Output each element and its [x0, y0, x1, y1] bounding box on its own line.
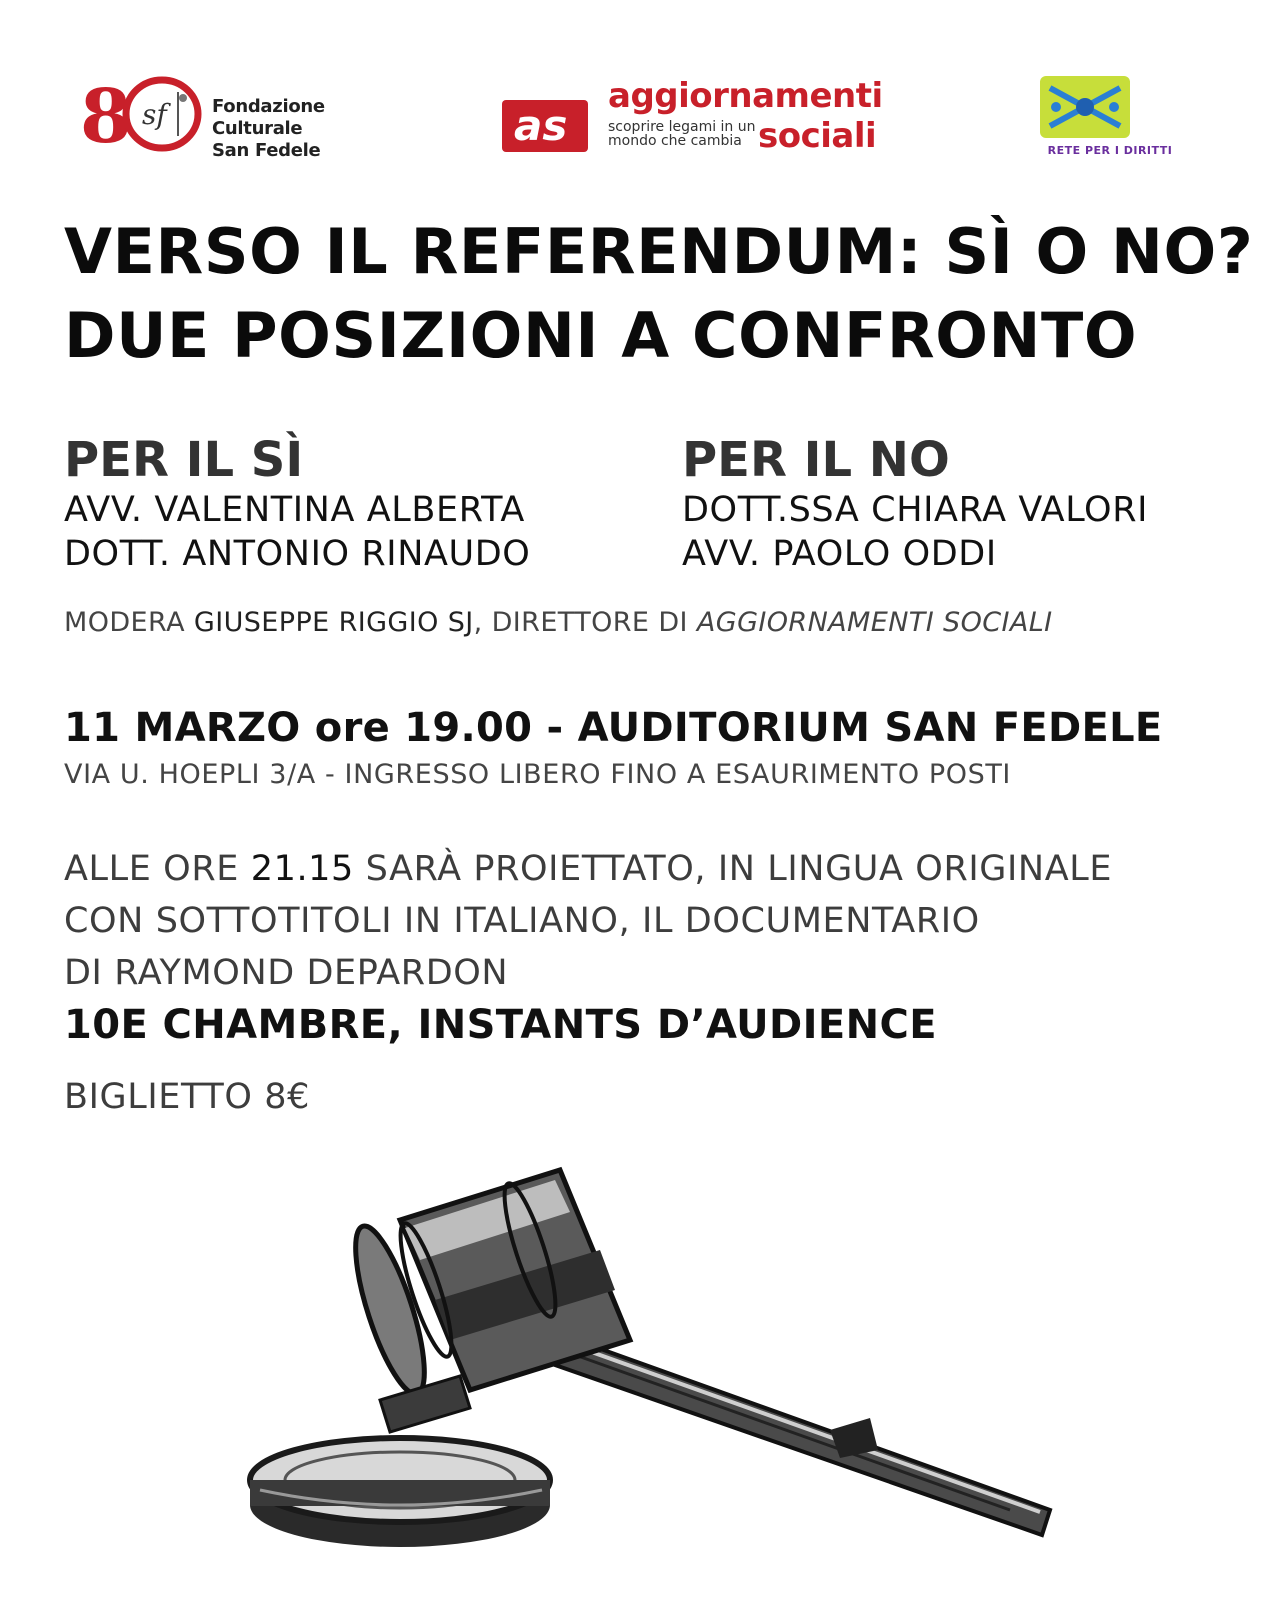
- svg-text:8: 8: [80, 74, 132, 156]
- no-speaker-2: AVV. PAOLO ODDI: [682, 534, 997, 574]
- title-line-2: DUE POSIZIONI A CONFRONTO: [64, 299, 1138, 372]
- gavel-icon: [230, 1150, 1090, 1570]
- as-tagline-1: scoprire legami in un: [608, 119, 756, 135]
- moderator-name: GIUSEPPE RIGGIO SJ: [193, 607, 474, 638]
- san-fedele-line2: San Fedele: [212, 140, 321, 161]
- screening-description: [64, 843, 1112, 999]
- yes-position-column: [64, 432, 530, 576]
- san-fedele-logo: [80, 72, 420, 161]
- san-fedele-line1: Fondazione Culturale: [212, 96, 325, 139]
- title-line-1: VERSO IL REFERENDUM: SÌ O NO?: [64, 215, 1254, 288]
- no-speaker-1: DOTT.SSA CHIARA VALORI: [682, 490, 1149, 530]
- screening-suffix: SARÀ PROIETTATO, IN LINGUA ORIGINALE: [353, 849, 1113, 889]
- moderator-line: [64, 607, 1053, 638]
- as-mark-icon: [502, 92, 588, 156]
- no-position-column: [682, 432, 1148, 576]
- screening-line-2: CON SOTTOTITOLI IN ITALIANO, IL DOCUMENTARIO: [64, 901, 980, 941]
- as-tagline-2: mondo che cambia: [608, 133, 742, 149]
- rete-emblem-icon: [1040, 76, 1130, 140]
- san-fedele-emblem-icon: [80, 72, 210, 156]
- event-date-venue: 11 MARZO ore 19.00 - AUDITORIUM SAN FEDELE: [64, 705, 1163, 751]
- gavel-head-shape: [342, 1170, 630, 1432]
- svg-text:as: as: [514, 101, 568, 150]
- moderator-middle: , DIRETTORE DI: [473, 607, 697, 638]
- ticket-price: BIGLIETTO 8€: [64, 1077, 310, 1117]
- film-title: 10E CHAMBRE, INSTANTS D’AUDIENCE: [64, 1002, 938, 1048]
- screening-prefix: ALLE ORE: [64, 849, 251, 889]
- aggiornamenti-sociali-logo: [512, 76, 883, 160]
- event-address: VIA U. HOEPLI 3/A - INGRESSO LIBERO FINO A ESAURIMENTO POSTI: [64, 759, 1011, 790]
- yes-speaker-2: DOTT. ANTONIO RINAUDO: [64, 534, 531, 574]
- sound-block-shape: [250, 1438, 550, 1547]
- moderator-prefix: MODERA: [64, 607, 194, 638]
- rete-per-i-diritti-logo: [1030, 76, 1190, 162]
- yes-speaker-1: AVV. VALENTINA ALBERTA: [64, 490, 525, 530]
- screening-line-3: DI RAYMOND DEPARDON: [64, 953, 509, 993]
- no-heading: PER IL NO: [682, 432, 950, 488]
- moderator-magazine: AGGIORNAMENTI SOCIALI: [696, 607, 1053, 638]
- svg-text:sf: sf: [142, 98, 167, 131]
- yes-heading: PER IL SÌ: [64, 432, 304, 488]
- screening-time: 21.15: [250, 849, 354, 889]
- rete-caption: RETE PER I DIRITTI: [1047, 144, 1173, 157]
- sociali-word: sociali: [758, 116, 877, 156]
- aggiornamenti-word: aggiornamenti: [608, 76, 883, 116]
- screening-line-1: [64, 843, 1112, 895]
